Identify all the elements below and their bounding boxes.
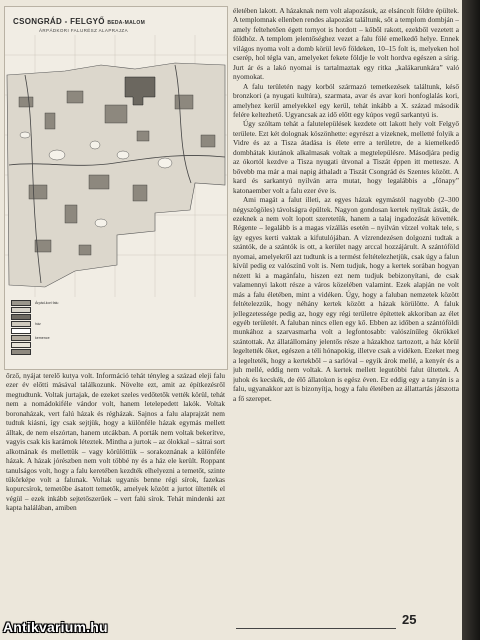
- legend-swatch: [11, 307, 31, 313]
- figure-title: CSONGRÁD - FELGYŐ BEDA-MALOM: [13, 17, 146, 26]
- legend-swatch: [11, 349, 31, 355]
- legend-swatch: [11, 321, 31, 327]
- legend-swatch: [11, 328, 31, 334]
- figure-subtitle: ÁRPÁDKORI FALURÉSZ ALAPRAJZA: [39, 28, 128, 33]
- paragraph: őrző, nyájat terelő kutya volt. Információ tehát tényleg a század eleji falu ezer év előtti másával találkozunk. Növelte ezt, amit az építkezésről megtudtunk. Voltak jurtajak, de ezeket szeles vedőtetők vették körül, tehát nem a nomádokiféle vándor volt, hanem letelepedett lakók. Voltak boronaházak, vert falú házak és régházak. Sajnos a falu alaprajzát nem tudtuk kiásni, így csak sejtjük, hogy a különféle házak egymás mellett álltak, de nem elszórtan, hanem utcákban. A porták nem voltak bekerítve, vagyis csak kis karámok léteztek. Mintha a jurtok – az ólokkal – sátrai sort alkotnának és mellettük – vagy körülöttük – sorakoznának a különféle házak. A házak jórészben nem volt többé ny és a ház ele került. Roppant tanulságos volt, hogy a falu keretében kezdték elhelyezni a temetőt, szinte tükörképe volt a falunak. Voltak ugyanis benne régi sírok, fazekas kopurcsírok, temetőbe ásatott temetők, amelyek között a jurtot ültették el végül – ezek inkább sejtetőszerűek – vert falú sírok. Tehát mindenki azt kapta halálában, amiben: [6, 371, 225, 513]
- page-number: 25: [402, 612, 417, 627]
- legend-swatch: [11, 300, 31, 306]
- legend-row: [11, 320, 151, 327]
- paragraph: Ami magát a falut illeti, az egyes házak egymástól nagyobb (2–300 négyszögöles) távolságra épültek. Nagyon gondosan kertek nyíltak ásták, de ezeknek a nem volt lopott szeretetük, hanem a talaj ingadozását követték. Régente – legalább is a magas vízállás esetén – nyilván vízzel voltak tele, s így egyes kerti vaktak a kifutulójában. A vízrendezésen dolgozni tudtak a szántók, de a szántók is ott, a kerület nagy arccal hozzájárult. A szántóföld nyomai, amelyekről azt tudtunk is a termést feltételezhetjük, csak úgy a falun kívül pedig ez valószínű volt is. Nem tudjuk, hogy a kertek sorában hogyan nézett ki a magánfalu, hiszen ezt nem tudjuk bebizonyítani, de csak valamennyi lakott része a város közelében valamint. Ezek alapján ne volt más a falu életében, mint a vidéken. Úgy, hogy a faluban nemzetek között feltételezzük, hogy néhány kertek között a házak körülötte. A faluk jellegzetessége pedig az, hogy egy régi területre építettek akkoriban az élet egyéb területét. A faluban nincs ellen egy kő. Ebben az időben a szántóföldi munkához a szarvasmarha volt a legfontosabb: valószínűleg ökrökkel szántottak. Az állatállomány jelentős része a házakhoz tartozott, a ház körül legeltették őket, egészen a téli hónapokig, illetve csak a vidéken. Ezeket meg a legelteték, hogy a kertekből – a sarlóval – egyik árok mellé, a kenyér és a juh mellé, eddig nem voltak. A kertek mellett legutóbbi falut ültettek. A juhok és kecskék, de élő állatokon is egész éven. Ez eddig egy a tanyán is a falu, ugyanakkor azt is bizonyítja, hogy a falu életében az állattartás játszotta a fő szerepet.: [233, 195, 459, 403]
- legend-swatch: [11, 314, 31, 320]
- map-legend: [11, 299, 151, 355]
- watermark: Antikvarium.hu: [3, 619, 108, 635]
- paragraph: A falu területén nagy korból származó temetkezések találtunk, késő bronzkori (a nyugati kultúra), szarmata, avar és avar kori honfoglalás kori, amelyhez kerül amelyekkel egy kerül, tehát inkább a X. század második felére keltezhető. Ugyancsak az idő előtt egy kúpos vegű sarkantyú is.: [233, 81, 459, 119]
- paragraph: életében lakott. A házaknak nem volt alapozásuk, az elsáncolt földre épültek. A templomnak ellenben rendes alapozást találtunk, sőt a templom dombján – amely feltehetően égett tornyot is hordott – kőből rakott, ezekből vezetett a földhöz. A templom jelentőséghez vezet a falu fölé emelkedő helye. Ennek világos nyoma volt a domb körül levő földeken, 10–15 folt is, melyeken hol cserép, hol tégla van, amelyeket fekete földje le volt hordva egészen a sírig. Jurt ár és a lakó nyomai is tartalmaztak egy ritka „kalákarunkára” való nyomokat.: [233, 6, 459, 82]
- excavation-map: [5, 35, 227, 297]
- legend-row: [11, 313, 151, 320]
- legend-row: [11, 348, 151, 355]
- legend-row: [11, 306, 151, 313]
- legend-row: [11, 327, 151, 334]
- footer-rule: [236, 628, 396, 629]
- legend-row: [11, 299, 151, 306]
- left-text-column: [6, 371, 225, 635]
- legend-label: kemence: [35, 335, 50, 340]
- book-spine-shadow: [462, 0, 480, 640]
- right-text-column: [233, 6, 459, 604]
- legend-row: [11, 341, 151, 348]
- legend-label: Árpád-kori falu: [35, 300, 59, 305]
- legend-label: ház: [35, 321, 41, 326]
- paragraph: Úgy szóltam tehát a falutelepülések kezdete ott lakott hely volt Felgyő területe. Ezt két dolognak köszönhette: egyrészt a vizeknek, melletté folyik a Vidre és az a Tisza átadása is élete erre a területre, de a kiemelkedő dombhátak kiutánok alkalmasak voltak a megtelepülésre. Másodjára pedig az ókortól kezdve a Tisza nyugati útvonal a Tiszát éppen itt mettesze. A bővebb ma már a mai napig áthaladt a Tiszát Csongrád és Szentes között. A kard és sarkantyú nyilván arra mutat, hogy legalábbis a „főnapy” katonaember volt a falu ezer éve is.: [233, 119, 459, 195]
- site-plan-figure: [4, 6, 228, 370]
- legend-swatch: [11, 342, 31, 348]
- legend-row: [11, 334, 151, 341]
- legend-swatch: [11, 335, 31, 341]
